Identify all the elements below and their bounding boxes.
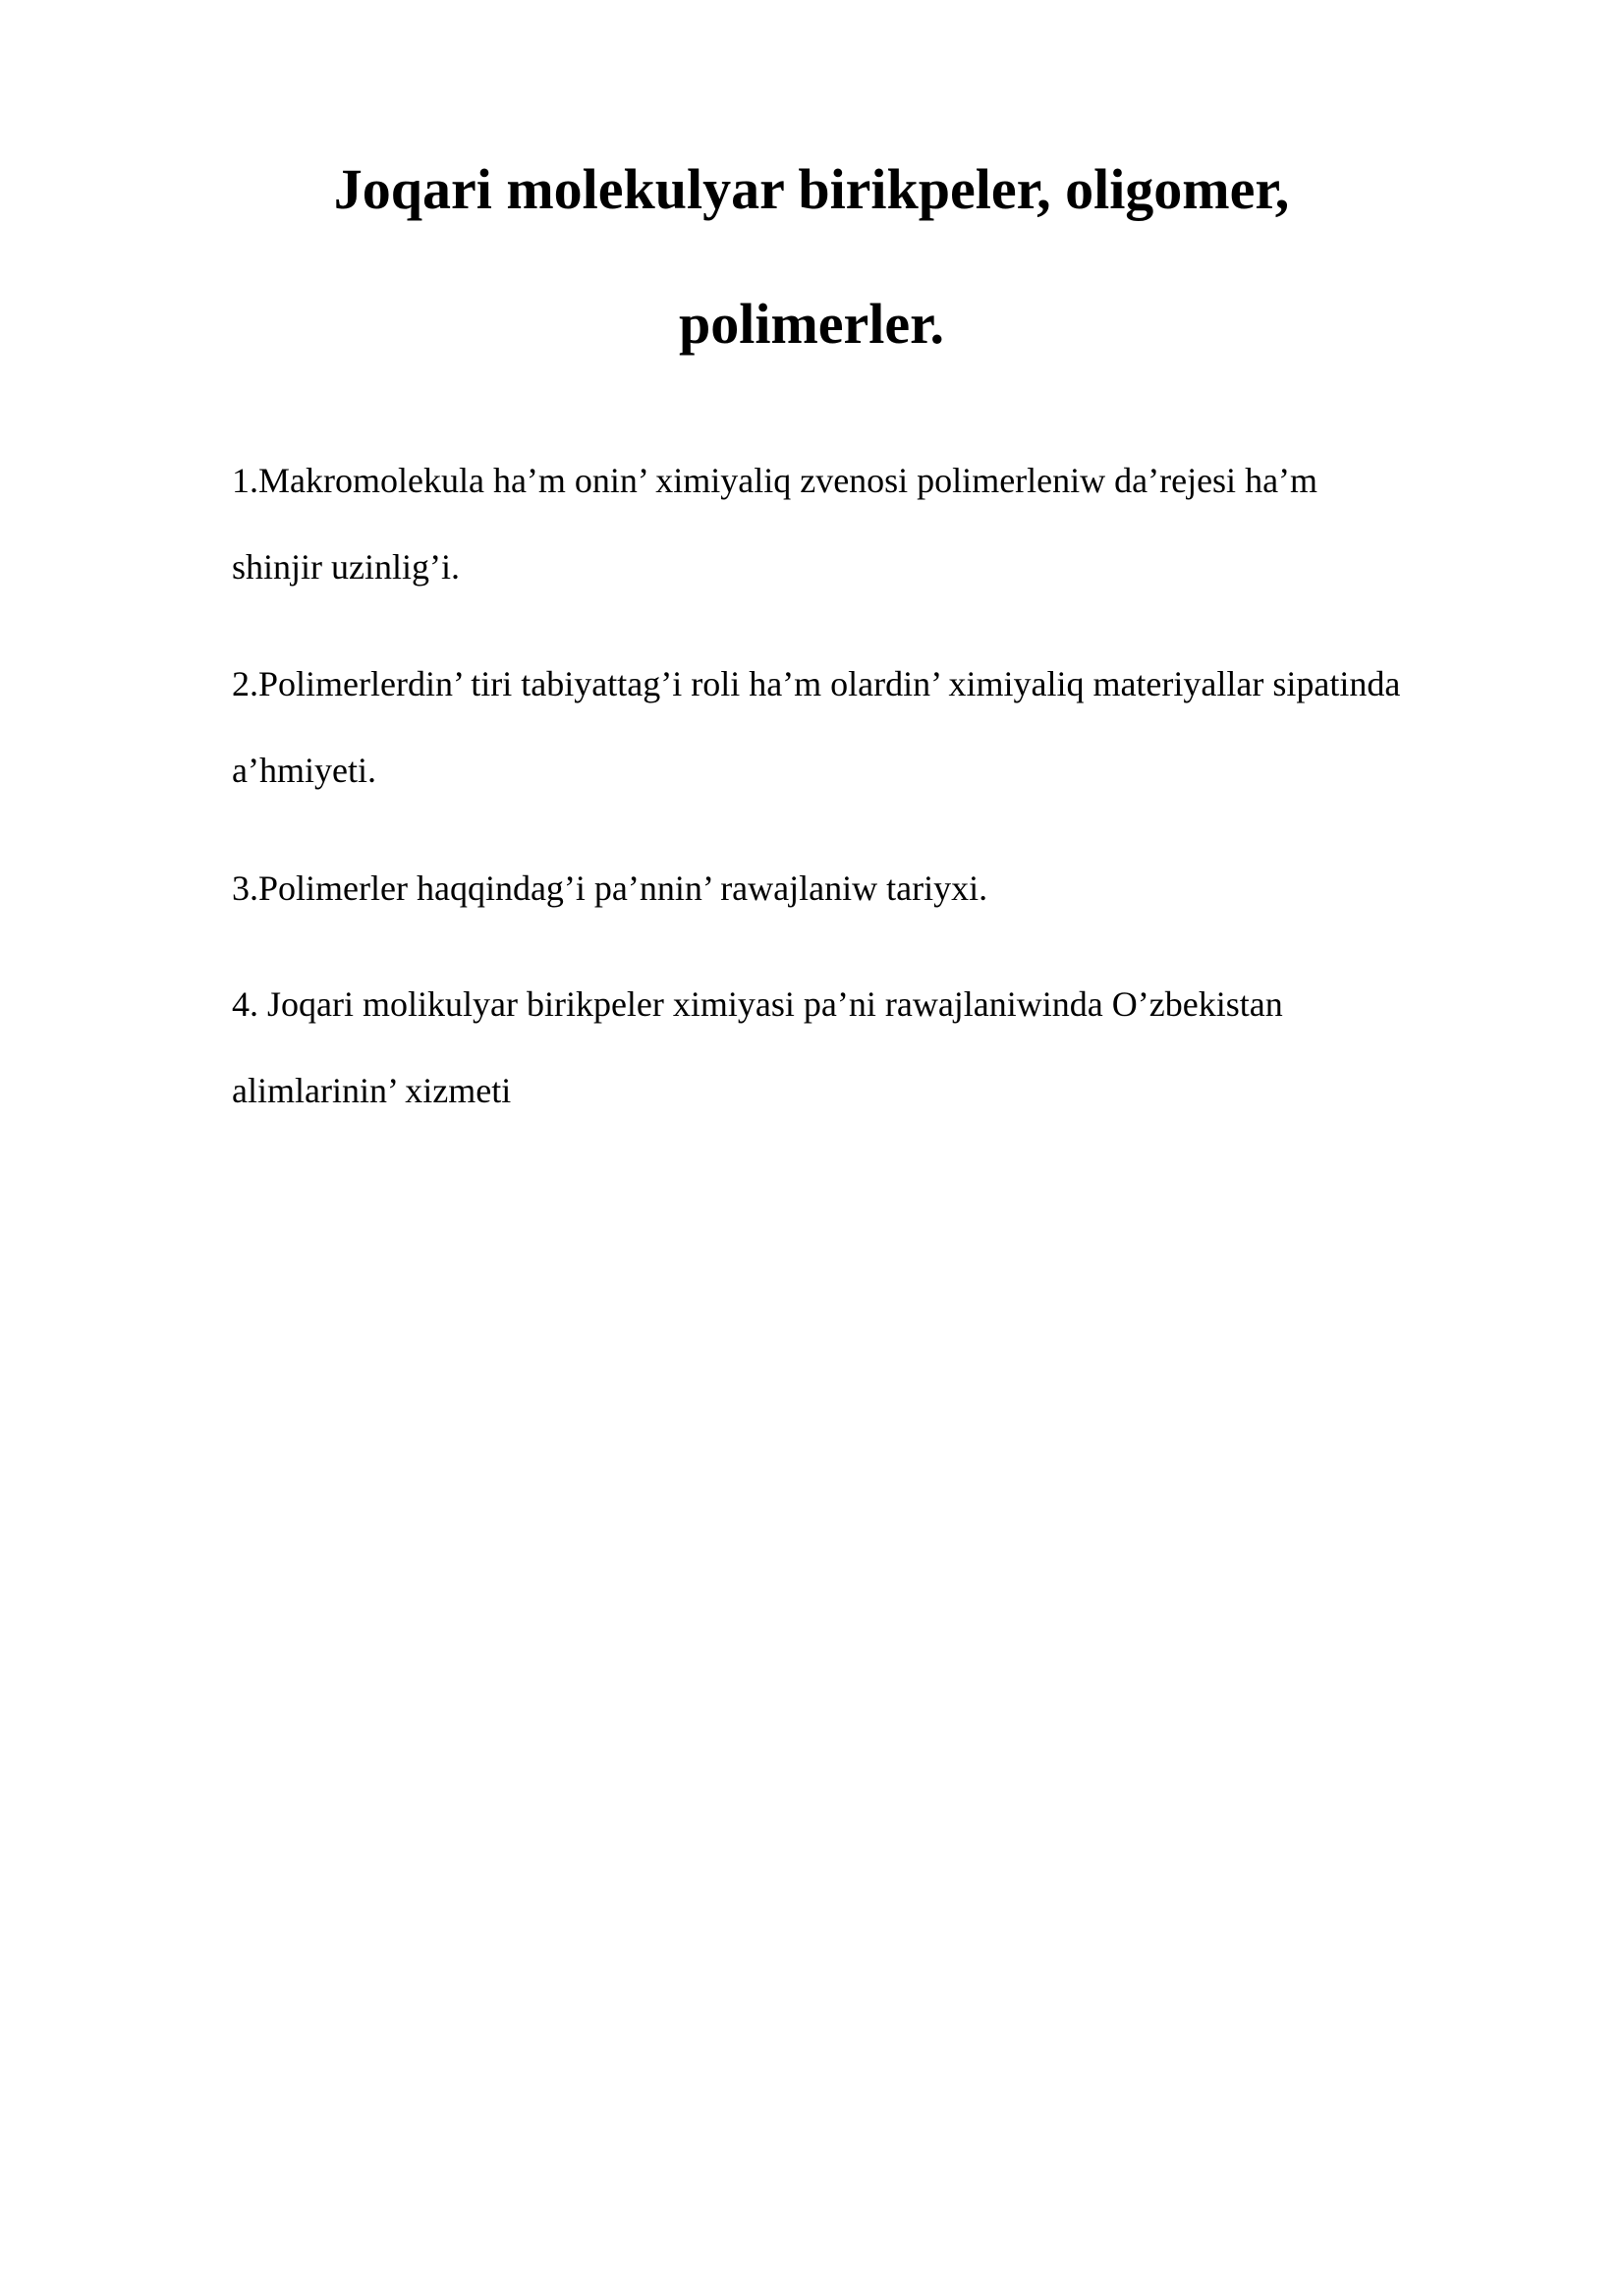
list-item-3-line-1: 3.Polimerler haqqindag’i pa’nnin’ rawajlaniw tariyxi. xyxy=(232,868,988,908)
list-item-1-line-2: shinjir uzinlig’i. xyxy=(232,547,460,587)
document-title-line-2: polimerler. xyxy=(678,292,945,356)
list-item-4-line-1: 4. Joqari molikulyar birikpeler ximiyasi pa’ni rawajlaniwinda O’zbekistan xyxy=(232,984,1283,1024)
list-item-4-line-2: alimlarinin’ xizmeti xyxy=(232,1071,512,1110)
document-title-line-1: Joqari molekulyar birikpeler, oligomer, xyxy=(333,157,1290,221)
list-item-2-line-1: 2.Polimerlerdin’ tiri tabiyattag’i roli ha’m olardin’ ximiyaliq materiyallar sipatinda xyxy=(232,664,1401,703)
list-item-1-line-1: 1.Makromolekula ha’m onin’ ximiyaliq zvenosi polimerleniw da’rejesi ha’m xyxy=(232,461,1318,500)
list-item-2-line-2: a’hmiyeti. xyxy=(232,751,376,790)
